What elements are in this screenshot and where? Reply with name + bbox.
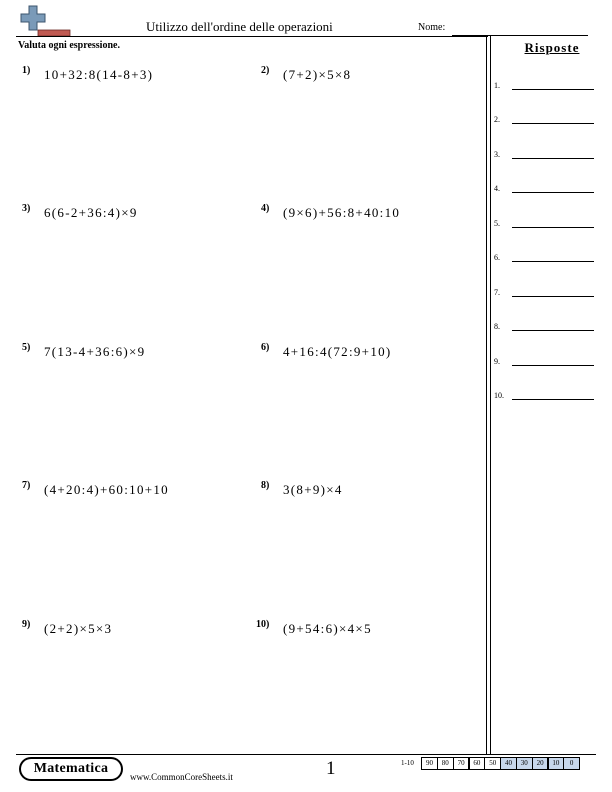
plus-logo-icon xyxy=(16,4,72,36)
problem-expression: 10+32:8(14-8+3) xyxy=(44,67,154,82)
subject-badge xyxy=(19,757,123,781)
answer-line[interactable] xyxy=(512,123,594,124)
problem-number: 7) xyxy=(22,480,31,491)
answer-row xyxy=(494,251,594,265)
score-cell: 20 xyxy=(532,757,549,770)
header-divider xyxy=(16,36,488,37)
score-cell: 80 xyxy=(437,757,454,770)
answer-number: 8. xyxy=(494,322,500,331)
answer-line[interactable] xyxy=(512,192,594,193)
problem-expression: (9+54:6)×4×5 xyxy=(283,621,372,636)
answer-row xyxy=(494,217,594,231)
subject-badge-label: Matematica xyxy=(21,759,121,779)
problem-expression: (4+20:4)+60:10+10 xyxy=(44,482,169,497)
score-cell: 70 xyxy=(453,757,470,770)
answer-line[interactable] xyxy=(512,296,594,297)
site-url: www.CommonCoreSheets.it xyxy=(130,772,233,782)
answer-number: 10. xyxy=(494,391,504,400)
problem-number: 1) xyxy=(22,65,31,76)
answer-row xyxy=(494,182,594,196)
problem-number: 8) xyxy=(261,480,270,491)
problem-number: 5) xyxy=(22,342,31,353)
score-cell: 40 xyxy=(500,757,517,770)
answer-row xyxy=(494,320,594,334)
problem-expression: (2+2)×5×3 xyxy=(44,621,113,636)
answer-row xyxy=(494,355,594,369)
score-range-label: 1-10 xyxy=(401,759,414,767)
problem-expression: 3(8+9)×4 xyxy=(283,482,343,497)
answer-row xyxy=(494,79,594,93)
problem-expression: 4+16:4(72:9+10) xyxy=(283,344,392,359)
answer-number: 1. xyxy=(494,81,500,90)
score-cell: 50 xyxy=(484,757,501,770)
answer-line[interactable] xyxy=(512,365,594,366)
answer-row xyxy=(494,113,594,127)
score-cell: 90 xyxy=(421,757,438,770)
column-divider xyxy=(490,36,491,754)
answer-line[interactable] xyxy=(512,227,594,228)
answer-line[interactable] xyxy=(512,261,594,262)
name-label: Nome: xyxy=(418,22,446,33)
answer-line[interactable] xyxy=(512,399,594,400)
answer-row xyxy=(494,389,594,403)
score-table xyxy=(422,757,580,770)
answer-line[interactable] xyxy=(512,158,594,159)
answer-number: 6. xyxy=(494,253,500,262)
problem-expression: 6(6-2+36:4)×9 xyxy=(44,205,138,220)
worksheet-title: Utilizzo dell'ordine delle operazioni xyxy=(146,19,333,34)
problem-number: 9) xyxy=(22,619,31,630)
problem-expression: (9×6)+56:8+40:10 xyxy=(283,205,401,220)
answer-number: 2. xyxy=(494,115,500,124)
answer-line[interactable] xyxy=(512,89,594,90)
problem-expression: (7+2)×5×8 xyxy=(283,67,352,82)
score-cell: 30 xyxy=(516,757,533,770)
problem-number: 2) xyxy=(261,65,270,76)
problem-number: 6) xyxy=(261,342,270,353)
instructions: Valuta ogni espressione. xyxy=(18,40,120,51)
answer-number: 7. xyxy=(494,288,500,297)
answer-number: 4. xyxy=(494,184,500,193)
problem-expression: 7(13-4+36:6)×9 xyxy=(44,344,146,359)
page-number: 1 xyxy=(326,758,336,779)
problem-number: 4) xyxy=(261,203,270,214)
score-cell: 60 xyxy=(469,757,486,770)
answer-number: 5. xyxy=(494,219,500,228)
answers-title: Risposte xyxy=(524,40,580,55)
column-divider xyxy=(486,36,487,754)
footer-divider xyxy=(16,754,596,755)
answer-number: 3. xyxy=(494,150,500,159)
problem-number: 3) xyxy=(22,203,31,214)
answer-row xyxy=(494,286,594,300)
answer-row xyxy=(494,148,594,162)
problem-number: 10) xyxy=(256,619,270,630)
score-cell: 0 xyxy=(563,757,580,770)
answer-number: 9. xyxy=(494,357,500,366)
answer-line[interactable] xyxy=(512,330,594,331)
score-cell: 10 xyxy=(548,757,565,770)
